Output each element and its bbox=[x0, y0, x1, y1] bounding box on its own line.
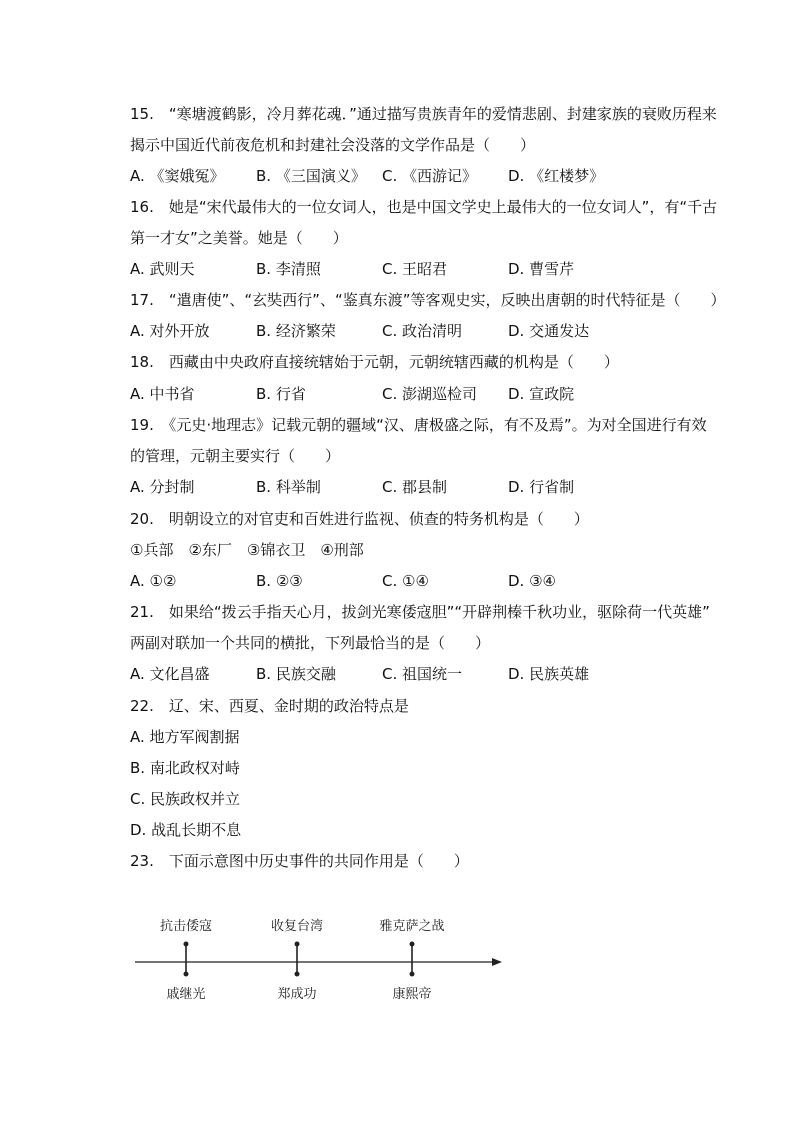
question-21-stem-line-1: 21. 如果给“拨云手指天心月，拔剑光寒倭寇胆”“开辟荆榛千秋功业，驱除荷一代英雄” bbox=[130, 603, 710, 621]
question-21-option-c: C. 祖国统一 bbox=[382, 665, 463, 683]
question-16-option-c: C. 王昭君 bbox=[382, 260, 448, 278]
question-23-stem: 23. 下面示意图中历史事件的共同作用是（ ） bbox=[130, 852, 469, 870]
question-21-option-d: D. 民族英雄 bbox=[508, 665, 590, 683]
question-21-option-a: A. 文化昌盛 bbox=[130, 665, 210, 683]
question-19-stem-line-1: 19. 《元史·地理志》记载元朝的疆域“汉、唐极盛之际，有不及焉”。为对全国进行有效 bbox=[130, 416, 707, 434]
question-16-option-a: A. 武则天 bbox=[130, 260, 195, 278]
timeline-dot-3b bbox=[410, 972, 415, 977]
question-20-option-d: D. ③④ bbox=[508, 572, 556, 590]
timeline-dot-1 bbox=[184, 942, 189, 947]
question-18-option-b: B. 行省 bbox=[256, 385, 306, 403]
question-22-option-d: D. 战乱长期不息 bbox=[130, 821, 242, 839]
question-15-option-a: A. 《窦娥冤》 bbox=[130, 167, 225, 185]
timeline-dot-2b bbox=[295, 972, 300, 977]
question-17-option-d: D. 交通发达 bbox=[508, 322, 590, 340]
question-17-option-c: C. 政治清明 bbox=[382, 322, 463, 340]
question-17-option-b: B. 经济繁荣 bbox=[256, 322, 336, 340]
question-19-option-d: D. 行省制 bbox=[508, 478, 575, 496]
question-15-option-c: C. 《西游记》 bbox=[382, 167, 478, 185]
question-15-option-d: D. 《红楼梦》 bbox=[508, 167, 605, 185]
question-19-option-b: B. 科举制 bbox=[256, 478, 321, 496]
question-20-stem-line-1: 20. 明朝设立的对官吏和百姓进行监视、侦查的特务机构是（ ） bbox=[130, 510, 589, 528]
timeline-arrow-icon bbox=[492, 958, 502, 966]
question-22-option-c: C. 民族政权并立 bbox=[130, 790, 241, 808]
timeline-event-3: 雅克萨之战 bbox=[379, 919, 445, 934]
question-15-option-b: B. 《三国演义》 bbox=[256, 167, 366, 185]
question-18-option-c: C. 澎湖巡检司 bbox=[382, 385, 478, 403]
question-16-option-b: B. 李清照 bbox=[256, 260, 321, 278]
question-16-option-d: D. 曹雪芹 bbox=[508, 260, 575, 278]
question-15-stem-line-1: 15. “寒塘渡鹤影，冷月葬花魂．”通过描写贵族青年的爱情悲剧、封建家族的衰败历程来 bbox=[130, 105, 717, 123]
question-19-stem-line-2: 的管理，元朝主要实行（ ） bbox=[130, 447, 341, 465]
question-20-option-c: C. ①④ bbox=[382, 572, 429, 590]
question-16-stem-line-2: 第一才女”之美誉。她是（ ） bbox=[130, 229, 348, 247]
question-18-stem-line-1: 18. 西藏由中央政府直接统辖始于元朝，元朝统辖西藏的机构是（ ） bbox=[130, 353, 619, 371]
question-19-option-c: C. 郡县制 bbox=[382, 478, 448, 496]
timeline-person-1: 戚继光 bbox=[166, 987, 206, 1002]
timeline-person-2: 郑成功 bbox=[277, 987, 317, 1002]
timeline-event-1: 抗击倭寇 bbox=[159, 919, 213, 934]
question-15-stem-line-2: 揭示中国近代前夜危机和封建社会没落的文学作品是（ ） bbox=[130, 136, 536, 154]
question-20-option-b: B. ②③ bbox=[256, 572, 303, 590]
timeline-dot-3 bbox=[410, 942, 415, 947]
question-16-stem-line-1: 16. 她是“宋代最伟大的一位女词人，也是中国文学史上最伟大的一位女词人”，有“千古 bbox=[130, 198, 718, 216]
question-22-option-a: A. 地方军阀割据 bbox=[130, 728, 240, 746]
question-19-option-a: A. 分封制 bbox=[130, 478, 195, 496]
question-22-stem: 22. 辽、宋、西夏、金时期的政治特点是 bbox=[130, 697, 409, 715]
timeline-dot-1b bbox=[184, 972, 189, 977]
timeline-dot-2 bbox=[295, 942, 300, 947]
question-20-option-a: A. ①② bbox=[130, 572, 177, 590]
question-18-option-a: A. 中书省 bbox=[130, 385, 195, 403]
question-21-stem-line-2: 两副对联加一个共同的横批，下列最恰当的是（ ） bbox=[130, 634, 491, 652]
question-20-choices-line: ①兵部 ②东厂 ③锦衣卫 ④刑部 bbox=[130, 541, 364, 559]
question-21-option-b: B. 民族交融 bbox=[256, 665, 336, 683]
question-17-stem-line-1: 17. “遣唐使”、“玄奘西行”、“鉴真东渡”等客观史实，反映出唐朝的时代特征是（ ） bbox=[130, 291, 726, 309]
question-22-option-b: B. 南北政权对峙 bbox=[130, 759, 240, 777]
timeline-person-3: 康熙帝 bbox=[392, 987, 432, 1002]
timeline-event-2: 收复台湾 bbox=[270, 919, 324, 934]
question-18-option-d: D. 宣政院 bbox=[508, 385, 575, 403]
question-17-option-a: A. 对外开放 bbox=[130, 322, 210, 340]
